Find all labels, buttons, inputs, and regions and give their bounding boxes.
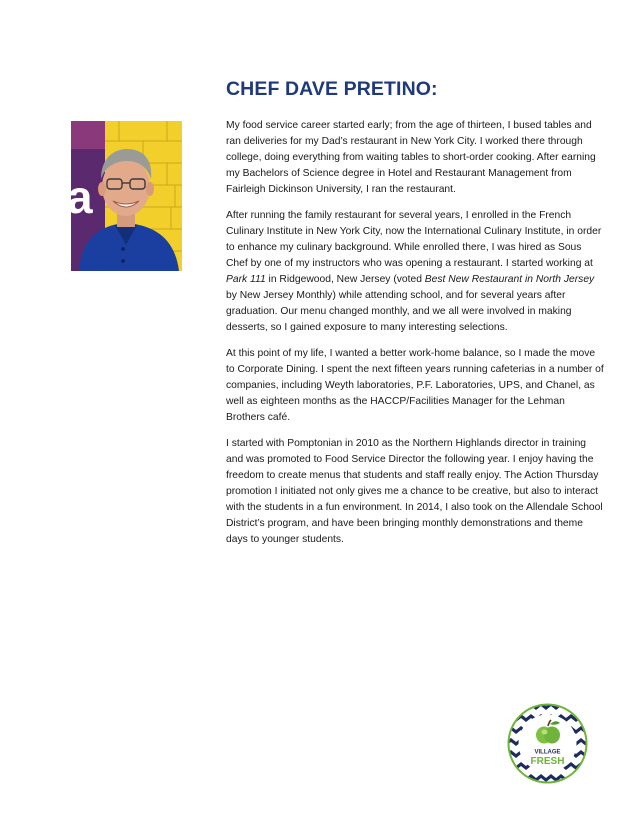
logo-village-text: VILLAGE [534,749,561,756]
bio-text [226,118,604,558]
village-fresh-logo [506,702,589,785]
bio-paragraph [226,436,604,548]
chef-photo [67,121,182,271]
italic-text: Best New Restaurant in North Jersey [424,274,595,285]
logo-fresh-text: FRESH [530,756,565,767]
text-run: in Ridgewood, New Jersey (voted [265,274,425,285]
text-run: After running the family restaurant for several years, I enrolled in the French Culinary Institute in New York City, now the International Culinary Institute, in order to enhance my culinary background. While enrolled there, I was hired as Sous Chef by one of my instructors who was opening a restaurant. I started working at [226,210,602,269]
text-run: by New Jersey Monthly) while attending school, and for several years after graduation. Our menu changed monthly, and we all were involved in making desserts, so I gained exposure to many interesting selections. [226,290,572,333]
svg-text:a: a [67,171,93,223]
page-title: CHEF DAVE PRETINO: [226,78,438,100]
text-run: I started with Pomptonian in 2010 as the Northern Highlands director in training and was promoted to Food Service Director the following year. I enjoy having the freedom to create menus that students and staff really enjoy. The Action Thursday promotion I initiated not only gives me a chance to be creative, but also to interact with the students in a fun environment. In 2014, I also took on the Allendale School District’s program, and have been bringing monthly demonstrations and theme days to younger students. [226,438,603,545]
bio-paragraph [226,208,604,336]
bio-paragraph [226,346,604,426]
italic-text: Park 111 [226,274,266,285]
bio-paragraph [226,118,604,198]
text-run: My food service career started early; from the age of thirteen, I bused tables and ran deliveries for my Dad’s restaurant in New York City. I worked there through college, doing everything from waiting tables to short-order cooking. After earning my Bachelors of Science degree in Hotel and Restaurant Management from Fairleigh Dickinson University, I ran the restaurant. [226,120,596,195]
text-run: At this point of my life, I wanted a better work-home balance, so I made the move to Corporate Dining. I spent the next fifteen years running cafeterias in a number of companies, including Weyth laboratories, P.F. Laboratories, UPS, and Chanel, as well as eighteen months as the HACCP/Facilities Manager for the Lehman Brothers café. [226,348,604,423]
